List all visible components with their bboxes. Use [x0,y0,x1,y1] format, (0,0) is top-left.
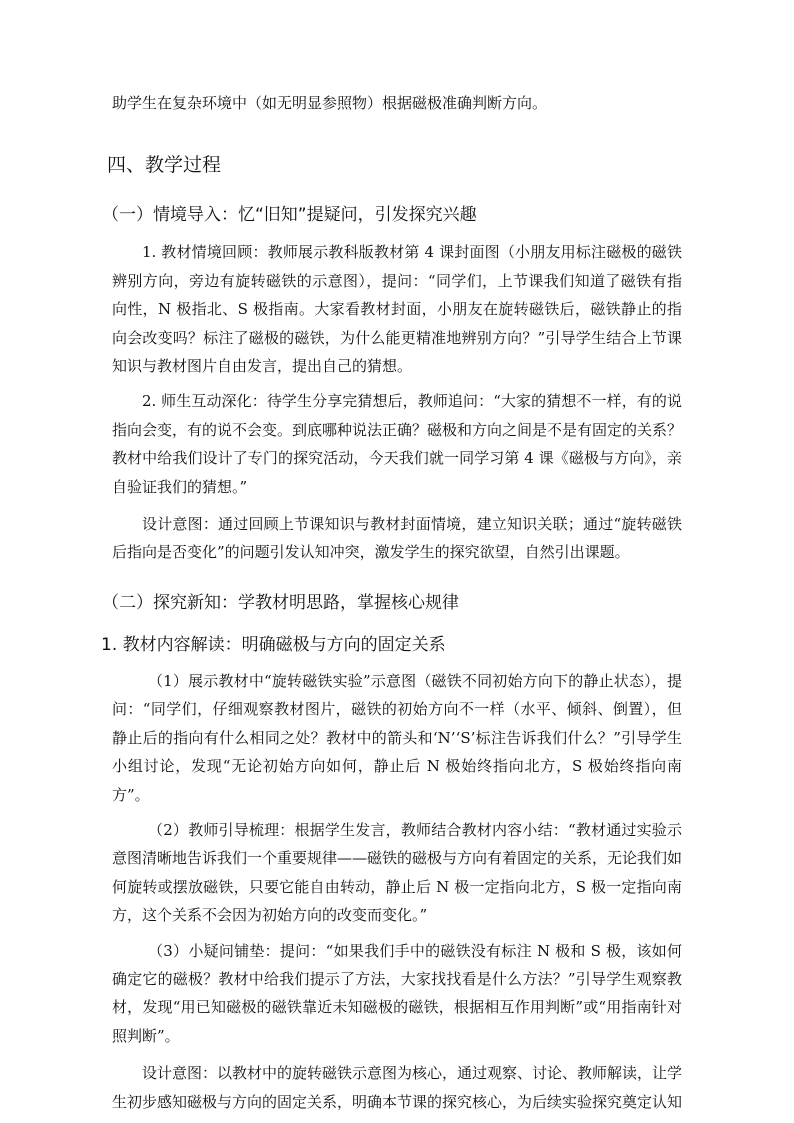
paragraph-teacher-summary: （2）教师引导梳理：根据学生发言，教师结合教材内容小结：“教材通过实验示意图清晰地告诉我们一个重要规律——磁铁的磁极与方向有着固定的关系，无论我们如何旋转或摆放磁铁，只要它能自由转动，静止后 N 极一定指向北方，S 极一定指向南方，这个关系不会因为初始方向的改变而变化。” [112,820,683,925]
section-heading-teaching-process: 四、教学过程 [107,154,222,177]
document-page [101,89,683,1116]
paragraph-design-intent-1: 设计意图：通过回顾上节课知识与教材封面情境，建立知识关联；通过“旋转磁铁后指向是否变化”的问题引发认知冲突，激发学生的探究欲望，自然引出课题。 [112,515,682,562]
paragraph-small-question: （3）小疑问铺垫：提问：“如果我们手中的磁铁没有标注 N 极和 S 极，该如何确定它的磁极？教材中给我们提示了方法，大家找找看是什么方法？”引导学生观察教材，发现“用已知磁极的磁铁靠近未知磁极的磁铁，根据相互作用判断”或“用指南针对照判断”。 [112,941,682,1045]
subsubsection-heading-textbook-analysis: 1. 教材内容解读：明确磁极与方向的固定关系 [101,634,446,655]
paragraph-teacher-student-interaction: 2. 师生互动深化：待学生分享完猜想后，教师追问：“大家的猜想不一样，有的说指向会变，有的说不会变。到底哪种说法正确？磁极和方向之间是不是有固定的关系？教材中给我们设计了专门的探究活动，今天我们就一同学习第 4 课《磁极与方向》，亲自验证我们的猜想。” [112,392,683,496]
paragraph-design-intent-2: 设计意图：以教材中的旋转磁铁示意图为核心，通过观察、讨论、教师解读，让学生初步感知磁极与方向的固定关系，明确本节课的探究核心，为后续实验探究奠定认知 [112,1064,683,1111]
subsection-heading-explore: （二）探究新知：学教材明思路，掌握核心规律 [102,592,459,613]
paragraph-textbook-review: 1. 教材情境回顾：教师展示教科版教材第 4 课封面图（小朋友用标注磁极的磁铁辨别方向，旁边有旋转磁铁的示意图），提问：“同学们，上节课我们知道了磁铁有指向性，N 极指北、S 极指南。大家看教材封面，小朋友在旋转磁铁后，磁铁静止的指向会改变吗？标注了磁极的磁铁，为什么能更精准地辨别方向？”引导学生结合上节课知识与教材图片自由发言，提出自己的猜想。 [112,243,682,376]
paragraph-intro-continued: 助学生在复杂环境中（如无明显参照物）根据磁极准确判断方向。 [112,94,548,112]
paragraph-rotating-magnet-figure: （1）展示教材中“旋转磁铁实验”示意图（磁铁不同初始方向下的静止状态），提问：“同学们，仔细观察教材图片，磁铁的初始方向不一样（水平、倾斜、倒置），但静止后的指向有什么相同之处？教材中的箭头和‘N’‘S’标注告诉我们什么？”引导学生小组讨论，发现“无论初始方向如何，静止后 N 极始终指向北方，S 极始终指向南方”。 [112,671,682,804]
subsection-heading-introduction: （一）情境导入：忆“旧知”提疑问，引发探究兴趣 [102,205,477,226]
